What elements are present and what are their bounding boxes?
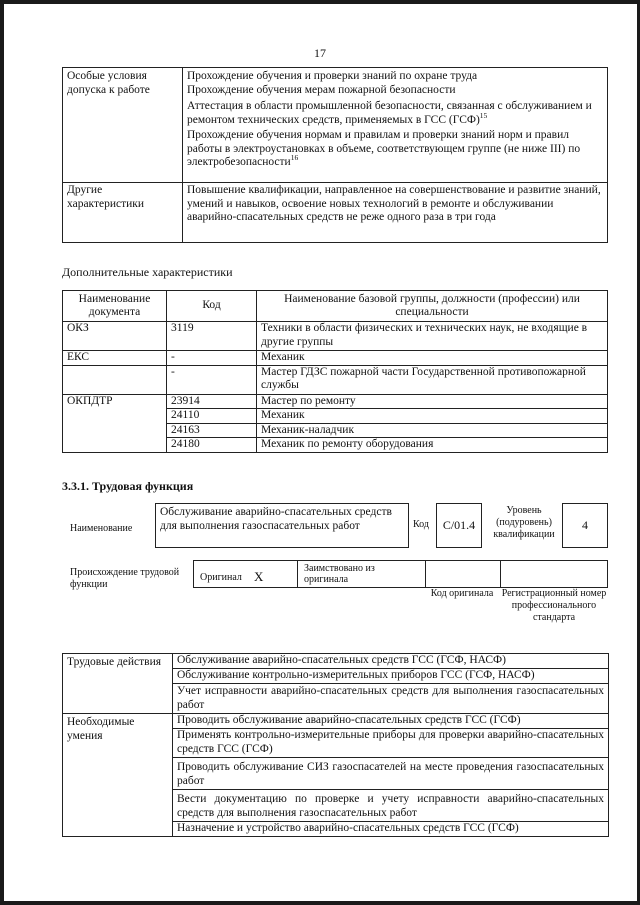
origin-code-label: Код оригинала <box>430 588 494 599</box>
doc-cell: ОКПДТР <box>63 394 167 452</box>
action-item: Обслуживание контрольно-измерительных приборов ГСС (ГСФ, НАСФ) <box>173 669 609 684</box>
condition-line-with-footnote: Аттестация в области промышленной безопасности, связанная с обслуживанием и ремонтом технических средств, применяемых в ГСС (ГСФ)$^{15}$ <box>187 100 592 126</box>
condition-line-with-footnote: Прохождение обучения нормам и правилам и проверки знаний норм и правил работы в электроустановках в объеме, соответствующем группе (не ниже III) по электробезопасности$^{16}$ <box>187 129 581 168</box>
activities-table <box>62 653 609 837</box>
table-row <box>63 351 608 366</box>
skill-item: Применять контрольно-измерительные приборы для проверки аварийно-спасательных средств ГСС (ГСФ) <box>173 729 609 758</box>
conditions-table <box>62 67 608 243</box>
original-label: Оригинал <box>200 572 242 583</box>
function-name-box: Обслуживание аварийно-спасательных средств для выполнения газоспасательных работ <box>155 503 409 548</box>
skill-item: Назначение и устройство аварийно-спасательных средств ГСС (ГСФ) <box>173 822 609 837</box>
code-cell: - <box>167 365 257 394</box>
origin-label: Происхождение трудовой функции <box>70 567 180 590</box>
name-cell: Механик <box>257 409 608 424</box>
name-cell: Механик-наладчик <box>257 423 608 438</box>
skill-item: Проводить обслуживание СИЗ газоспасателей на месте проведения газоспасательных работ <box>173 758 609 790</box>
page-number: 17 <box>314 46 326 60</box>
skills-label: Необходимые умения <box>63 714 173 837</box>
table-header-row <box>63 291 608 322</box>
skill-item: Вести документацию по проверке и учету исправности аварийно-спасательных средств для выполнения газоспасательных работ <box>173 790 609 822</box>
additional-title: Дополнительные характеристики <box>62 265 233 279</box>
borrowed-cell: Заимствовано из оригинала <box>297 560 426 588</box>
other-characteristics-label: Другие характеристики <box>63 183 183 243</box>
doc-cell: ОКЗ <box>63 322 167 351</box>
footnote-ref: 15 <box>479 110 488 120</box>
actions-label: Трудовые действия <box>63 654 173 714</box>
scan-border-bottom <box>0 901 640 905</box>
qualification-level-box: 4 <box>562 503 608 548</box>
doc-cell <box>63 365 167 394</box>
name-cell: Техники в области физических и технических наук, не входящие в другие группы <box>257 322 608 351</box>
skill-item: Проводить обслуживание аварийно-спасательных средств ГСС (ГСФ) <box>173 714 609 729</box>
table-row <box>63 365 608 394</box>
code-label: Код <box>413 519 429 530</box>
scan-border-top <box>0 0 640 4</box>
reg-number-cell <box>500 560 608 588</box>
labor-function-heading: 3.3.1. Трудовая функция <box>62 479 194 493</box>
table-row <box>63 654 609 669</box>
reg-number-label: Регистрационный номер профессионального стандарта <box>501 588 607 623</box>
header-name: Наименование базовой группы, должности (профессии) или специальности <box>257 291 608 322</box>
header-document: Наименование документа <box>63 291 167 322</box>
name-cell: Механик по ремонту оборудования <box>257 438 608 453</box>
code-cell: 24180 <box>167 438 257 453</box>
action-item: Обслуживание аварийно-спасательных средств ГСС (ГСФ, НАСФ) <box>173 654 609 669</box>
table-row <box>63 183 608 243</box>
table-row <box>63 322 608 351</box>
original-cell <box>193 560 298 588</box>
doc-cell: ЕКС <box>63 351 167 366</box>
name-cell: Мастер ГДЗС пожарной части Государственной противопожарной службы <box>257 365 608 394</box>
code-cell: 24110 <box>167 409 257 424</box>
footnote-ref: 16 <box>290 153 299 163</box>
function-code-box: С/01.4 <box>436 503 482 548</box>
action-item: Учет исправности аварийно-спасательных средств для выполнения газоспасательных работ <box>173 684 609 714</box>
condition-line: Прохождение обучения мерам пожарной безопасности <box>187 83 456 96</box>
name-cell: Механик <box>257 351 608 366</box>
table-row <box>63 394 608 409</box>
header-code: Код <box>167 291 257 322</box>
scan-border-left <box>0 0 4 905</box>
additional-table <box>62 290 608 453</box>
code-cell: 23914 <box>167 394 257 409</box>
table-row <box>63 68 608 183</box>
origin-code-cell <box>425 560 501 588</box>
name-cell: Мастер по ремонту <box>257 394 608 409</box>
other-characteristics-content: Повышение квалификации, направленное на совершенствование и развитие знаний, умений и навыков, освоение новых технологий в ремонте и обслуживании аварийно-спасательных средств не реже одного раза в три года <box>183 183 608 243</box>
condition-line: Прохождение обучения и проверки знаний по охране труда <box>187 70 478 82</box>
special-conditions-content <box>183 68 608 183</box>
name-label: Наименование <box>70 523 133 534</box>
qualification-level-label: Уровень (подуровень) квалификации <box>493 505 555 540</box>
table-row <box>63 714 609 729</box>
code-cell: 24163 <box>167 423 257 438</box>
original-mark: X <box>254 569 264 584</box>
code-cell: 3119 <box>167 322 257 351</box>
special-conditions-label: Особые условия допуска к работе <box>63 68 183 183</box>
code-cell: - <box>167 351 257 366</box>
